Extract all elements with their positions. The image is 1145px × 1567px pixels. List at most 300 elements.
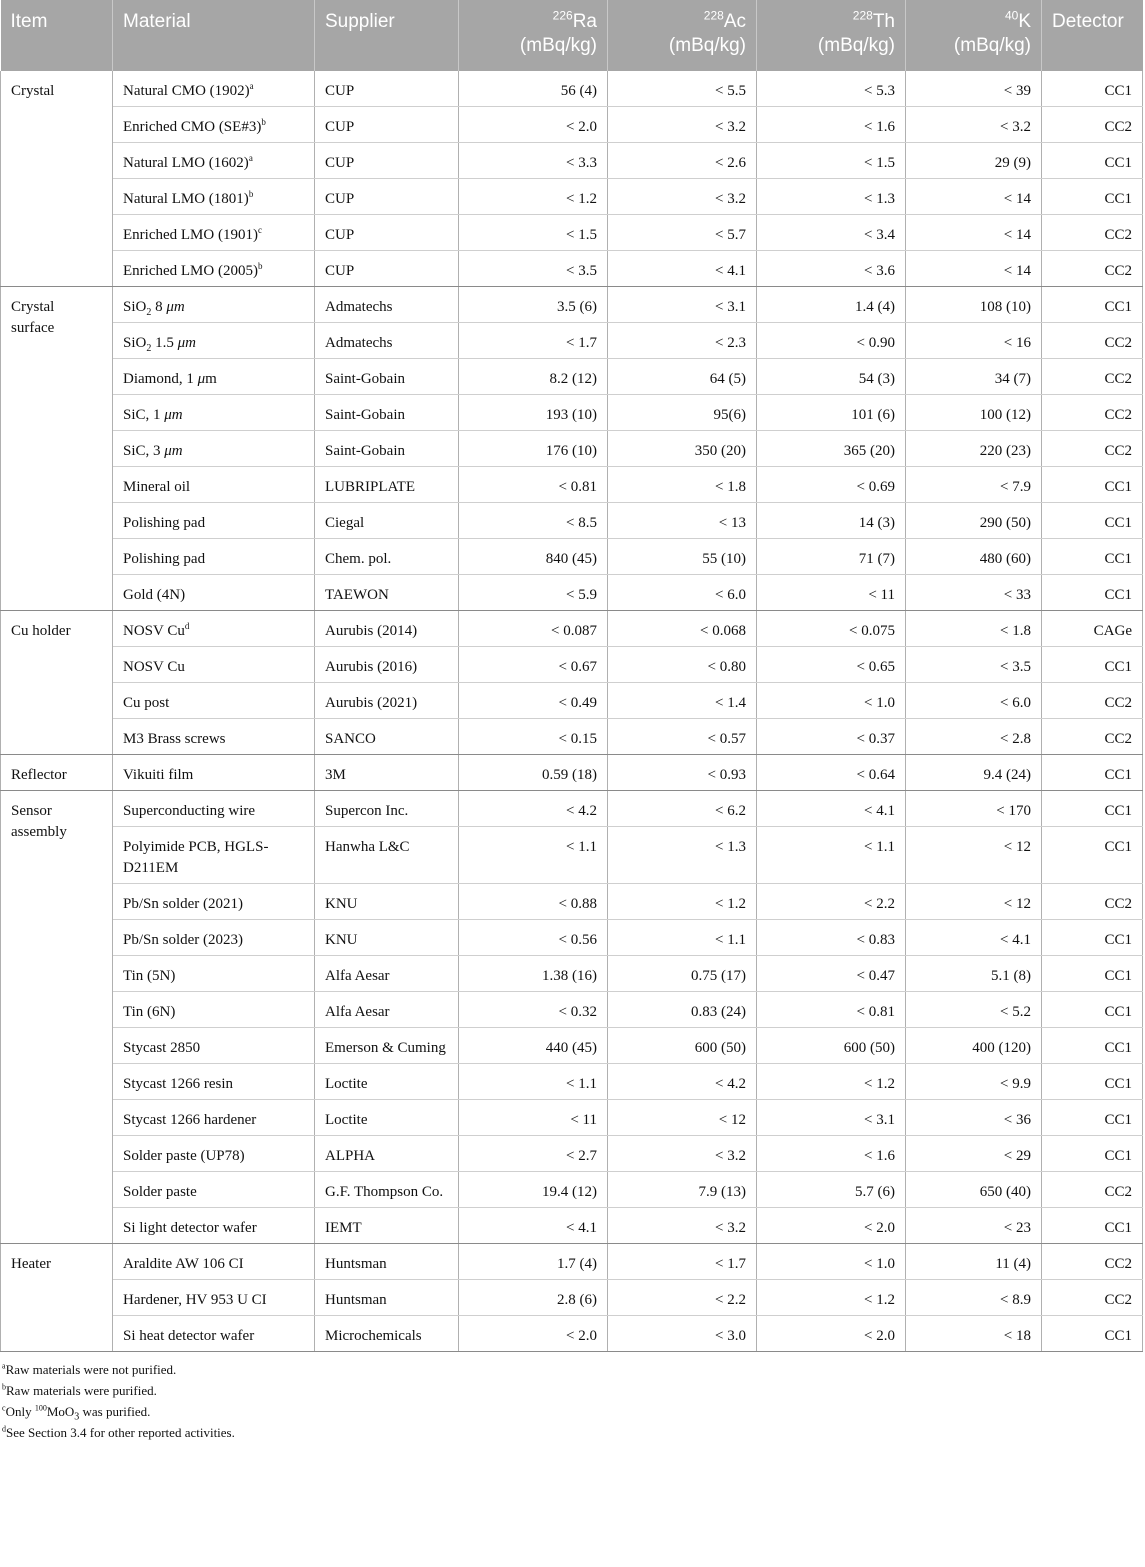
isotope-number: 100 xyxy=(34,1403,47,1413)
ac228-cell: < 0.93 xyxy=(608,755,757,791)
footnote-mark: d xyxy=(2,1424,6,1434)
supplier-cell: Aurubis (2014) xyxy=(315,611,459,647)
ac228-cell: < 5.5 xyxy=(608,71,757,107)
material-cell xyxy=(113,1100,315,1136)
supplier-cell: Admatechs xyxy=(315,287,459,323)
item-cell xyxy=(1,791,113,1244)
table-row xyxy=(1,1244,1143,1280)
th228-cell: < 3.6 xyxy=(757,251,906,287)
th228-cell: < 5.3 xyxy=(757,71,906,107)
detector-cell: CC2 xyxy=(1042,1244,1143,1280)
header-supplier-label: Supplier xyxy=(325,11,395,32)
table-row xyxy=(1,503,1143,539)
material-cell xyxy=(113,647,315,683)
detector-cell: CC1 xyxy=(1042,791,1143,827)
footnote-mark: b xyxy=(248,189,254,199)
material-text: Enriched CMO (SE#3) xyxy=(123,119,262,135)
material-cell xyxy=(113,827,315,884)
table-row xyxy=(1,107,1143,143)
supplier-cell: TAEWON xyxy=(315,575,459,611)
subscript: 3 xyxy=(74,1411,80,1423)
item-label: Reflector xyxy=(11,767,67,783)
footnote-mark: c xyxy=(257,225,262,235)
ra226-cell: < 0.81 xyxy=(459,467,608,503)
th228-cell: 71 (7) xyxy=(757,539,906,575)
header-ra226-unit: (mBq/kg) xyxy=(519,35,597,56)
table-row xyxy=(1,467,1143,503)
item-label: surface xyxy=(11,320,55,336)
supplier-cell: 3M xyxy=(315,755,459,791)
k40-cell: 290 (50) xyxy=(906,503,1042,539)
ra226-cell: < 4.1 xyxy=(459,1208,608,1244)
ac228-cell: < 1.3 xyxy=(608,827,757,884)
material-cell xyxy=(113,143,315,179)
table-row xyxy=(1,1064,1143,1100)
subscript: 2 xyxy=(146,343,152,354)
footnote-mark: b xyxy=(2,1382,6,1392)
detector-cell: CC2 xyxy=(1042,884,1143,920)
supplier-cell: Huntsman xyxy=(315,1280,459,1316)
th228-cell: < 2.2 xyxy=(757,884,906,920)
k40-cell: < 36 xyxy=(906,1100,1042,1136)
th228-cell: 101 (6) xyxy=(757,395,906,431)
th228-cell: < 2.0 xyxy=(757,1208,906,1244)
table-row xyxy=(1,323,1143,359)
footnote xyxy=(2,1380,1145,1401)
header-detector xyxy=(1042,0,1143,71)
supplier-cell: ALPHA xyxy=(315,1136,459,1172)
material-text: Si heat detector wafer xyxy=(123,1328,255,1344)
table-row xyxy=(1,827,1143,884)
k40-cell: < 18 xyxy=(906,1316,1042,1352)
k40-cell: 108 (10) xyxy=(906,287,1042,323)
material-text: Polishing pad xyxy=(123,515,206,531)
ac228-cell: < 6.0 xyxy=(608,575,757,611)
table-row xyxy=(1,287,1143,323)
material-cell xyxy=(113,179,315,215)
table-row xyxy=(1,1208,1143,1244)
supplier-cell: CUP xyxy=(315,107,459,143)
detector-cell: CC1 xyxy=(1042,827,1143,884)
k40-cell: 100 (12) xyxy=(906,395,1042,431)
material-text: Polyimide PCB, HGLS-D211EM xyxy=(123,839,269,876)
k40-cell: 400 (120) xyxy=(906,1028,1042,1064)
material-cell xyxy=(113,1208,315,1244)
k40-cell: < 29 xyxy=(906,1136,1042,1172)
ac228-cell: < 1.2 xyxy=(608,884,757,920)
ra226-cell: < 1.1 xyxy=(459,827,608,884)
material-cell xyxy=(113,107,315,143)
footnotes xyxy=(0,1352,1145,1443)
k40-cell: 11 (4) xyxy=(906,1244,1042,1280)
th228-cell: < 11 xyxy=(757,575,906,611)
table-row xyxy=(1,1316,1143,1352)
material-cell xyxy=(113,359,315,395)
detector-cell: CC1 xyxy=(1042,287,1143,323)
supplier-cell: Emerson & Cuming xyxy=(315,1028,459,1064)
th228-cell: < 1.2 xyxy=(757,1064,906,1100)
material-cell xyxy=(113,719,315,755)
material-cell xyxy=(113,575,315,611)
supplier-cell: Chem. pol. xyxy=(315,539,459,575)
item-label: Sensor xyxy=(11,803,52,819)
table-row xyxy=(1,179,1143,215)
ra226-cell: < 3.5 xyxy=(459,251,608,287)
footnote-mark: a xyxy=(248,153,253,163)
ac228-cell: 0.83 (24) xyxy=(608,992,757,1028)
material-text: NOSV Cu xyxy=(123,623,185,639)
header-ra226 xyxy=(459,0,608,71)
material-text: M3 Brass screws xyxy=(123,731,226,747)
footnote xyxy=(2,1422,1145,1443)
th228-cell: < 1.2 xyxy=(757,1280,906,1316)
detector-cell: CC1 xyxy=(1042,179,1143,215)
header-k40-isotope: 40 xyxy=(1004,8,1019,23)
table-row xyxy=(1,611,1143,647)
material-text: Gold (4N) xyxy=(123,587,186,603)
header-th228-isotope: 228 xyxy=(852,8,873,23)
material-cell xyxy=(113,1316,315,1352)
ac228-cell: < 1.8 xyxy=(608,467,757,503)
unit-italic: μm xyxy=(164,407,183,423)
k40-cell: < 9.9 xyxy=(906,1064,1042,1100)
ra226-cell: 1.38 (16) xyxy=(459,956,608,992)
table-row xyxy=(1,755,1143,791)
material-text: Stycast 2850 xyxy=(123,1040,201,1056)
header-k40-element: K xyxy=(1018,11,1031,32)
material-cell xyxy=(113,395,315,431)
header-k40-unit: (mBq/kg) xyxy=(953,35,1031,56)
detector-cell: CC2 xyxy=(1042,251,1143,287)
ra226-cell: 840 (45) xyxy=(459,539,608,575)
detector-cell: CC1 xyxy=(1042,1064,1143,1100)
ac228-cell: < 6.2 xyxy=(608,791,757,827)
material-text: Solder paste (UP78) xyxy=(123,1148,245,1164)
material-cell xyxy=(113,539,315,575)
th228-cell: < 0.81 xyxy=(757,992,906,1028)
material-cell xyxy=(113,611,315,647)
table-row xyxy=(1,251,1143,287)
footnote xyxy=(2,1401,1145,1422)
th228-cell: 54 (3) xyxy=(757,359,906,395)
detector-cell: CC2 xyxy=(1042,1280,1143,1316)
material-text: Stycast 1266 hardener xyxy=(123,1112,257,1128)
th228-cell: < 3.4 xyxy=(757,215,906,251)
detector-cell: CC2 xyxy=(1042,107,1143,143)
material-text: Vikuiti film xyxy=(123,767,194,783)
th228-cell: < 0.90 xyxy=(757,323,906,359)
table-row xyxy=(1,791,1143,827)
supplier-cell: Huntsman xyxy=(315,1244,459,1280)
supplier-cell: Admatechs xyxy=(315,323,459,359)
material-cell xyxy=(113,467,315,503)
k40-cell: < 5.2 xyxy=(906,992,1042,1028)
k40-cell: < 4.1 xyxy=(906,920,1042,956)
detector-cell: CC2 xyxy=(1042,431,1143,467)
ac228-cell: 95(6) xyxy=(608,395,757,431)
material-text: NOSV Cu xyxy=(123,659,185,675)
item-cell xyxy=(1,1244,113,1352)
material-cell xyxy=(113,683,315,719)
footnote-text: See Section 3.4 for other reported activities. xyxy=(6,1425,235,1440)
table-row xyxy=(1,683,1143,719)
material-cell xyxy=(113,755,315,791)
supplier-cell: KNU xyxy=(315,920,459,956)
detector-cell: CC1 xyxy=(1042,71,1143,107)
k40-cell: 650 (40) xyxy=(906,1172,1042,1208)
k40-cell: 29 (9) xyxy=(906,143,1042,179)
k40-cell: 5.1 (8) xyxy=(906,956,1042,992)
k40-cell: < 14 xyxy=(906,215,1042,251)
supplier-cell: Aurubis (2021) xyxy=(315,683,459,719)
material-cell xyxy=(113,791,315,827)
ac228-cell: < 4.2 xyxy=(608,1064,757,1100)
header-ra226-isotope: 226 xyxy=(552,8,573,23)
item-cell xyxy=(1,71,113,287)
ac228-cell: < 5.7 xyxy=(608,215,757,251)
th228-cell: 365 (20) xyxy=(757,431,906,467)
k40-cell: < 14 xyxy=(906,251,1042,287)
header-material xyxy=(113,0,315,71)
material-cell xyxy=(113,71,315,107)
supplier-cell: Saint-Gobain xyxy=(315,395,459,431)
ra226-cell: < 0.88 xyxy=(459,884,608,920)
table-row xyxy=(1,1172,1143,1208)
header-ra226-element: Ra xyxy=(572,11,597,32)
header-ac228-element: Ac xyxy=(723,11,746,32)
material-text: SiO xyxy=(123,299,147,315)
ra226-cell: 176 (10) xyxy=(459,431,608,467)
k40-cell: < 170 xyxy=(906,791,1042,827)
supplier-cell: KNU xyxy=(315,884,459,920)
footnote-mark: b xyxy=(257,261,263,271)
supplier-cell: CUP xyxy=(315,71,459,107)
th228-cell: 14 (3) xyxy=(757,503,906,539)
material-cell xyxy=(113,251,315,287)
k40-cell: 480 (60) xyxy=(906,539,1042,575)
ra226-cell: < 0.67 xyxy=(459,647,608,683)
detector-cell: CC1 xyxy=(1042,1028,1143,1064)
ac228-cell: < 3.0 xyxy=(608,1316,757,1352)
ra226-cell: < 2.0 xyxy=(459,107,608,143)
ra226-cell: 3.5 (6) xyxy=(459,287,608,323)
ac228-cell: 7.9 (13) xyxy=(608,1172,757,1208)
k40-cell: 220 (23) xyxy=(906,431,1042,467)
supplier-cell: Alfa Aesar xyxy=(315,956,459,992)
ac228-cell: < 2.2 xyxy=(608,1280,757,1316)
ra226-cell: < 0.087 xyxy=(459,611,608,647)
material-text: 8 xyxy=(151,299,167,315)
header-row xyxy=(1,0,1143,71)
detector-cell: CC2 xyxy=(1042,1172,1143,1208)
k40-cell: < 12 xyxy=(906,884,1042,920)
table-row xyxy=(1,920,1143,956)
ra226-cell: < 1.7 xyxy=(459,323,608,359)
ac228-cell: < 3.2 xyxy=(608,1208,757,1244)
th228-cell: < 0.83 xyxy=(757,920,906,956)
detector-cell: CC1 xyxy=(1042,992,1143,1028)
supplier-cell: Ciegal xyxy=(315,503,459,539)
footnote-mark: a xyxy=(2,1361,6,1371)
ac228-cell: < 13 xyxy=(608,503,757,539)
supplier-cell: Saint-Gobain xyxy=(315,431,459,467)
material-text: Enriched LMO (1901) xyxy=(123,227,258,243)
header-material-label: Material xyxy=(123,11,191,32)
ra226-cell: < 0.32 xyxy=(459,992,608,1028)
k40-cell: < 1.8 xyxy=(906,611,1042,647)
material-text: SiC, 3 xyxy=(123,443,165,459)
th228-cell: 5.7 (6) xyxy=(757,1172,906,1208)
ac228-cell: < 3.2 xyxy=(608,1136,757,1172)
item-cell xyxy=(1,755,113,791)
item-label: Cu holder xyxy=(11,623,71,639)
table-body xyxy=(1,71,1143,1352)
ra226-cell: 193 (10) xyxy=(459,395,608,431)
ra226-cell: < 1.2 xyxy=(459,179,608,215)
footnote-mark: a xyxy=(249,81,254,91)
th228-cell: < 1.5 xyxy=(757,143,906,179)
material-text: Stycast 1266 resin xyxy=(123,1076,233,1092)
k40-cell: < 2.8 xyxy=(906,719,1042,755)
material-text: Si light detector wafer xyxy=(123,1220,257,1236)
material-text: Tin (6N) xyxy=(123,1004,176,1020)
detector-cell: CC1 xyxy=(1042,1316,1143,1352)
ac228-cell: < 4.1 xyxy=(608,251,757,287)
material-text: Pb/Sn solder (2023) xyxy=(123,932,243,948)
unit-italic: μm xyxy=(177,335,196,351)
detector-cell: CC1 xyxy=(1042,956,1143,992)
ac228-cell: < 0.80 xyxy=(608,647,757,683)
header-th228 xyxy=(757,0,906,71)
th228-cell: < 2.0 xyxy=(757,1316,906,1352)
material-cell xyxy=(113,956,315,992)
k40-cell: < 12 xyxy=(906,827,1042,884)
supplier-cell: Alfa Aesar xyxy=(315,992,459,1028)
ra226-cell: < 8.5 xyxy=(459,503,608,539)
table-row xyxy=(1,71,1143,107)
k40-cell: < 3.2 xyxy=(906,107,1042,143)
material-text: Enriched LMO (2005) xyxy=(123,263,258,279)
ra226-cell: 56 (4) xyxy=(459,71,608,107)
detector-cell: CC1 xyxy=(1042,755,1143,791)
table-row xyxy=(1,215,1143,251)
header-th228-unit: (mBq/kg) xyxy=(817,35,895,56)
detector-cell: CC2 xyxy=(1042,395,1143,431)
material-text: Tin (5N) xyxy=(123,968,176,984)
material-text: Natural LMO (1801) xyxy=(123,191,249,207)
th228-cell: < 0.37 xyxy=(757,719,906,755)
th228-cell: < 0.47 xyxy=(757,956,906,992)
ac228-cell: < 3.1 xyxy=(608,287,757,323)
th228-cell: < 4.1 xyxy=(757,791,906,827)
header-detector-label: Detector xyxy=(1052,11,1124,32)
supplier-cell: LUBRIPLATE xyxy=(315,467,459,503)
detector-cell: CC1 xyxy=(1042,1208,1143,1244)
material-cell xyxy=(113,431,315,467)
unit-italic: μ xyxy=(197,371,206,387)
supplier-cell: Loctite xyxy=(315,1064,459,1100)
table-row xyxy=(1,575,1143,611)
header-ac228-isotope: 228 xyxy=(703,8,724,23)
k40-cell: < 16 xyxy=(906,323,1042,359)
th228-cell: < 1.3 xyxy=(757,179,906,215)
th228-cell: < 3.1 xyxy=(757,1100,906,1136)
material-cell xyxy=(113,1244,315,1280)
ac228-cell: < 2.3 xyxy=(608,323,757,359)
item-cell xyxy=(1,611,113,755)
footnote xyxy=(2,1359,1145,1380)
material-text: Superconducting wire xyxy=(123,803,256,819)
th228-cell: < 0.65 xyxy=(757,647,906,683)
ra226-cell: < 11 xyxy=(459,1100,608,1136)
supplier-cell: CUP xyxy=(315,251,459,287)
ac228-cell: 0.75 (17) xyxy=(608,956,757,992)
ra226-cell: 0.59 (18) xyxy=(459,755,608,791)
footnote-mark: c xyxy=(2,1403,6,1413)
th228-cell: < 0.075 xyxy=(757,611,906,647)
footnote-mark: d xyxy=(184,621,190,631)
material-cell xyxy=(113,287,315,323)
material-text: 1.5 xyxy=(151,335,178,351)
detector-cell: CC1 xyxy=(1042,467,1143,503)
ra226-cell: < 5.9 xyxy=(459,575,608,611)
item-label: Heater xyxy=(11,1256,51,1272)
material-cell xyxy=(113,992,315,1028)
table-row xyxy=(1,359,1143,395)
ra226-cell: < 0.49 xyxy=(459,683,608,719)
th228-cell: < 0.64 xyxy=(757,755,906,791)
ra226-cell: 1.7 (4) xyxy=(459,1244,608,1280)
material-text: Solder paste xyxy=(123,1184,197,1200)
table-row xyxy=(1,719,1143,755)
item-label: Crystal xyxy=(11,299,55,315)
th228-cell: < 1.6 xyxy=(757,107,906,143)
table-row xyxy=(1,647,1143,683)
item-label: assembly xyxy=(11,824,67,840)
detector-cell: CC1 xyxy=(1042,143,1143,179)
table-row xyxy=(1,992,1143,1028)
subscript: 2 xyxy=(146,307,152,318)
ra226-cell: 8.2 (12) xyxy=(459,359,608,395)
table-header xyxy=(1,0,1143,71)
material-text: Pb/Sn solder (2021) xyxy=(123,896,243,912)
supplier-cell: Hanwha L&C xyxy=(315,827,459,884)
header-ac228 xyxy=(608,0,757,71)
ac228-cell: 55 (10) xyxy=(608,539,757,575)
material-cell xyxy=(113,884,315,920)
footnote-text: Raw materials were purified. xyxy=(6,1383,157,1398)
table-row xyxy=(1,1100,1143,1136)
table-row xyxy=(1,1280,1143,1316)
material-cell xyxy=(113,1280,315,1316)
header-ac228-unit: (mBq/kg) xyxy=(668,35,746,56)
ra226-cell: < 2.7 xyxy=(459,1136,608,1172)
supplier-cell: Aurubis (2016) xyxy=(315,647,459,683)
detector-cell: CC1 xyxy=(1042,503,1143,539)
supplier-cell: Microchemicals xyxy=(315,1316,459,1352)
material-text: m xyxy=(205,371,217,387)
footnote-text: Only xyxy=(5,1404,35,1419)
th228-cell: < 1.1 xyxy=(757,827,906,884)
th228-cell: < 1.0 xyxy=(757,683,906,719)
material-cell xyxy=(113,1028,315,1064)
ac228-cell: < 0.57 xyxy=(608,719,757,755)
detector-cell: CC1 xyxy=(1042,575,1143,611)
material-text: SiC, 1 xyxy=(123,407,165,423)
k40-cell: 34 (7) xyxy=(906,359,1042,395)
supplier-cell: CUP xyxy=(315,143,459,179)
material-cell xyxy=(113,1172,315,1208)
